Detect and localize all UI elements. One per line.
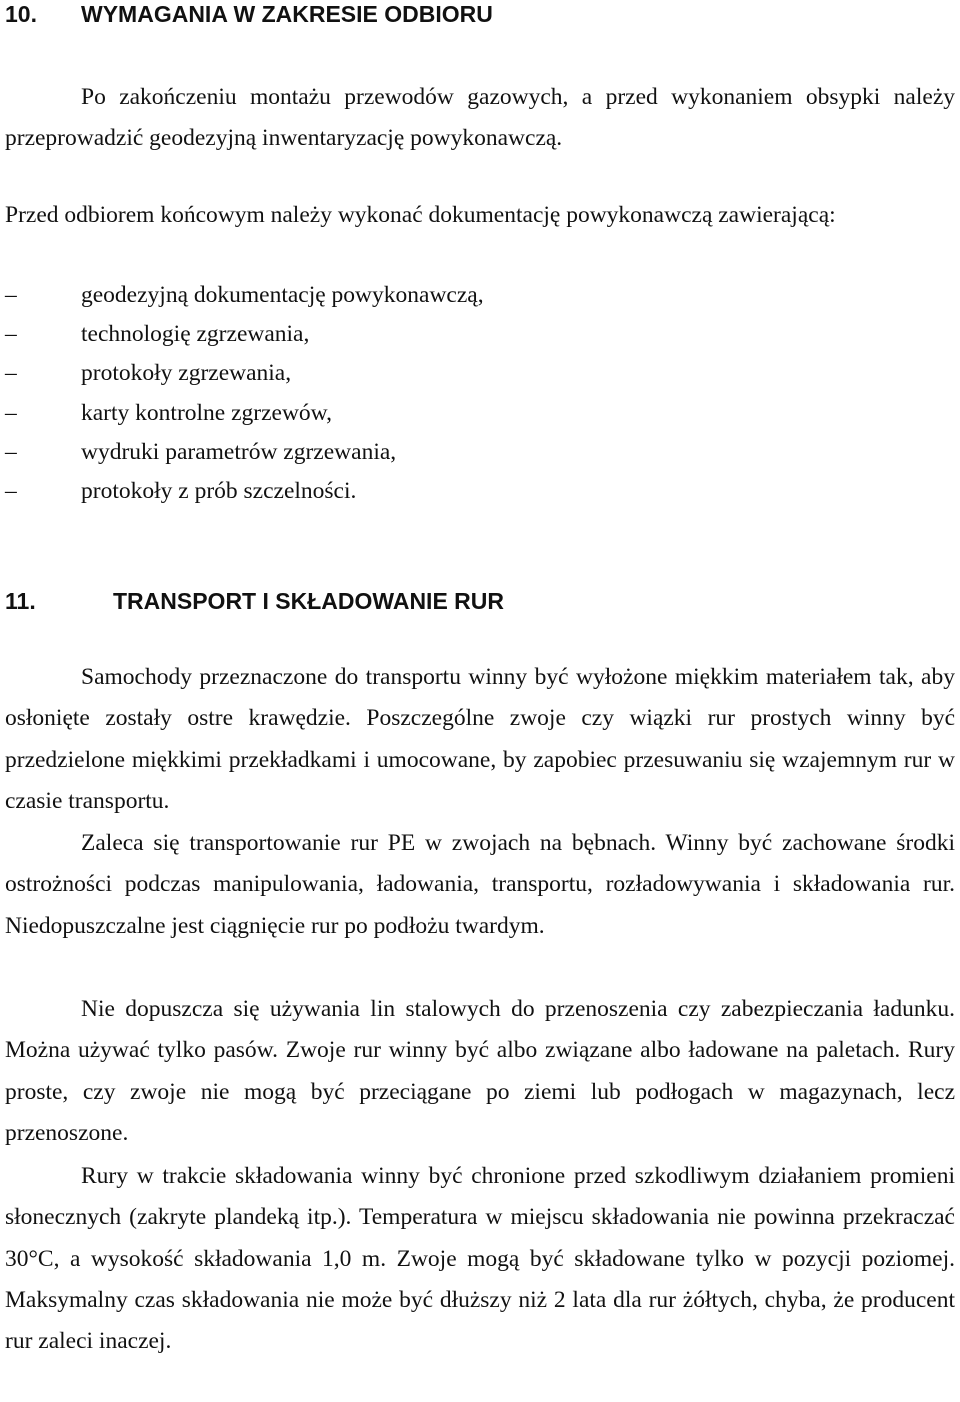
list-item: – protokoły zgrzewania, bbox=[5, 354, 955, 393]
list-item: – wydruki parametrów zgrzewania, bbox=[5, 433, 955, 472]
section-10-paragraph-1: Po zakończeniu montażu przewodów gazowych, a przed wykonaniem obsypki należy przeprowadzić geodezyjną inwentaryzację powykonawczą. bbox=[5, 84, 955, 152]
section-11-paragraph-2: Zaleca się transportowanie rur PE w zwojach na bębnach. Winny być zachowane środki ostrożności podczas manipulowania, ładowania, transportu, rozładowywania i składowania rur. Niedopuszczalne jest ciągnięcie rur po podłożu twardym. bbox=[5, 830, 955, 939]
list-item: – protokoły z prób szczelności. bbox=[5, 472, 955, 511]
dash-bullet-icon: – bbox=[5, 321, 17, 348]
section-10-paragraph-2: Przed odbiorem końcowym należy wykonać dokumentację powykonawczą zawierającą: bbox=[5, 202, 836, 228]
dash-bullet-icon: – bbox=[5, 282, 17, 308]
section-11-paragraph-4: Rury w trakcie składowania winny być chronione przed szkodliwym działaniem promieni słonecznych (zakryte plandeką itp.). Temperatura w miejscu składowania nie powinna przekraczać 30°C, a wysokość składowania 1,0 m. Zwoje mogą być składowane tylko w pozycji poziomej. Maksymalny czas składowania nie może być dłuższy niż 2 lata dla rur żółtych, chyba, że producent rur zaleci inaczej. bbox=[5, 1163, 955, 1355]
section-10-heading bbox=[5, 0, 493, 28]
dash-bullet-icon: – bbox=[5, 399, 17, 426]
dash-bullet-icon: – bbox=[5, 438, 17, 465]
section-11-paragraph-1: Samochody przeznaczone do transportu winny być wyłożone miękkim materiałem tak, aby osłonięte zostały ostre krawędzie. Poszczególne zwoje czy wiązki rur prostych winny być przedzielone miękkimi przekładkami i umocowane, by zapobiec przesuwaniu się wzajemnym rur w czasie transportu. bbox=[5, 664, 955, 814]
list-item: – technologię zgrzewania, bbox=[5, 315, 955, 354]
dash-bullet-icon: – bbox=[5, 360, 17, 387]
section-10-title: WYMAGANIA W ZAKRESIE ODBIORU bbox=[81, 1, 493, 27]
section-11-title: TRANSPORT I SKŁADOWANIE RUR bbox=[113, 588, 504, 614]
section-10-number: 10. bbox=[5, 1, 37, 27]
list-item: – karty kontrolne zgrzewów, bbox=[5, 394, 955, 433]
documentation-list bbox=[5, 276, 955, 511]
section-11-number: 11. bbox=[5, 588, 36, 614]
list-item: – geodezyjną dokumentację powykonawczą, bbox=[5, 276, 955, 315]
section-11-heading bbox=[5, 587, 504, 615]
section-11-paragraph-3: Nie dopuszcza się używania lin stalowych do przenoszenia czy zabezpieczania ładunku. Można używać tylko pasów. Zwoje rur winny być albo związane albo ładowane na paletach. Rury proste, czy zwoje nie mogą być przeciągane po ziemi lub podłogach w magazynach, lecz przenoszone. bbox=[5, 996, 955, 1146]
dash-bullet-icon: – bbox=[5, 477, 17, 504]
